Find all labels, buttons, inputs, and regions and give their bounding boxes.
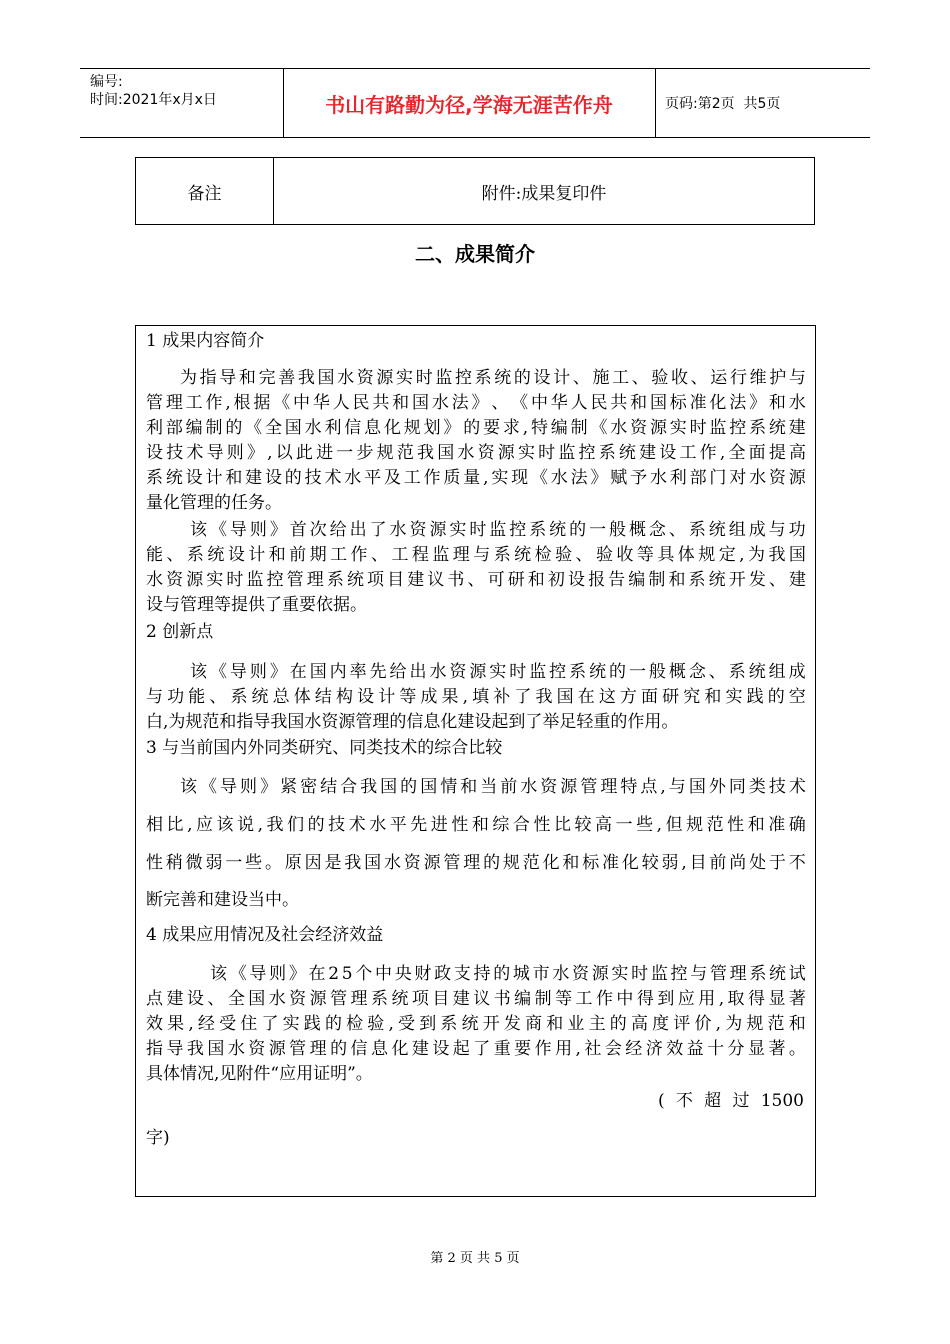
page-code xyxy=(665,69,780,137)
limit-note-char: ( xyxy=(658,1091,665,1111)
paragraph-line: 设与管理等提供了重要依据。 xyxy=(146,595,367,615)
header-divider xyxy=(655,69,656,137)
section-title: 二、成果简介 xyxy=(415,242,535,266)
limit-note-char: 不 xyxy=(675,1091,693,1111)
paragraph-line: 系 统 设 计 和 建 设 的 技 术 水 平 及 工 作 质 量 , 实 现 《 水 法 》 赋 予 水 利 部 门 对 水 资 源 xyxy=(146,468,806,488)
content-box xyxy=(135,325,816,1197)
limit-note xyxy=(658,1089,804,1113)
heading-4: 4 成果应用情况及社会经济效益 xyxy=(146,925,384,945)
number-label: 编号: xyxy=(90,74,123,90)
paragraph-line: 为 指 导 和 完 善 我 国 水 资 源 实 时 监 控 系 统 的 设 计 、 施 工 、 验 收 、 运 行 维 护 与 xyxy=(180,368,806,388)
paragraph-line: 相 比 , 应 该 说 , 我 们 的 技 术 水 平 先 进 性 和 综 合 性 比 较 高 一 些 , 但 规 范 性 和 准 确 xyxy=(146,815,806,835)
paragraph-line: 白,为规范和指导我国水资源管理的信息化建设起到了举足轻重的作用。 xyxy=(146,712,679,732)
limit-note-char: 1500 xyxy=(760,1091,804,1111)
paragraph-line: 该 《 导 则 》 在 国 内 率 先 给 出 水 资 源 实 时 监 控 系 统 的 一 般 概 念 、 系 统 组 成 xyxy=(190,662,806,682)
paragraph-line: 水 资 源 实 时 监 控 管 理 系 统 项 目 建 议 书 、 可 研 和 初 设 报 告 编 制 和 系 统 开 发 、 建 xyxy=(146,570,806,590)
paragraph-line: 能 、 系 统 设 计 和 前 期 工 作 、 工 程 监 理 与 系 统 检 验 、 验 收 等 具 体 规 定 , 为 我 国 xyxy=(146,545,806,565)
paragraph-line: 指 导 我 国 水 资 源 管 理 的 信 息 化 建 设 起 了 重 要 作 用 , 社 会 经 济 效 益 十 分 显 著 。 xyxy=(146,1039,806,1059)
paragraph-line: 效 果 , 经 受 住 了 实 践 的 检 验 , 受 到 系 统 开 发 商 和 业 主 的 高 度 评 价 , 为 规 范 和 xyxy=(146,1014,806,1034)
limit-note-end: 字) xyxy=(146,1128,170,1148)
paragraph-line: 性 稍 微 弱 一 些 。 原 因 是 我 国 水 资 源 管 理 的 规 范 化 和 标 准 化 较 弱 , 目 前 尚 处 于 不 xyxy=(146,853,806,873)
limit-note-char: 超 xyxy=(704,1091,722,1111)
page-header xyxy=(80,68,870,138)
paragraph-line: 该 《 导 则 》 在 2 5 个 中 央 财 政 支 持 的 城 市 水 资 源 实 时 监 控 与 管 理 系 统 试 xyxy=(210,964,806,984)
limit-note-char: 过 xyxy=(732,1091,750,1111)
paragraph-line: 具体情况,见附件“应用证明”。 xyxy=(146,1064,373,1084)
heading-3: 3 与当前国内外同类研究、同类技术的综合比较 xyxy=(146,738,503,758)
page-code-text: 页码:第2页 共5页 xyxy=(665,96,781,112)
heading-1: 1 成果内容简介 xyxy=(146,331,265,351)
page-footer: 第 2 页 共 5 页 xyxy=(430,1251,520,1266)
remark-label: 备注 xyxy=(187,183,222,204)
paragraph-line: 该 《 导 则 》 首 次 给 出 了 水 资 源 实 时 监 控 系 统 的 一 般 概 念 、 系 统 组 成 与 功 xyxy=(190,520,806,540)
paragraph-line: 利 部 编 制 的 《 全 国 水 利 信 息 化 规 划 》 的 要 求 , 特 编 制 《 水 资 源 实 时 监 控 系 统 建 xyxy=(146,418,806,438)
remark-value: 附件:成果复印件 xyxy=(481,183,607,204)
paragraph-line: 与 功 能 、 系 统 总 体 结 构 设 计 等 成 果 , 填 补 了 我 国 在 这 方 面 研 究 和 实 践 的 空 xyxy=(146,687,806,707)
time-label: 时间:2021年x月x日 xyxy=(90,92,217,108)
heading-2: 2 创新点 xyxy=(146,622,214,642)
paragraph-line: 管 理 工 作 , 根 据 《 中 华 人 民 共 和 国 水 法 》 、 《 中 华 人 民 共 和 国 标 准 化 法 》 和 水 xyxy=(146,393,806,413)
paragraph-line: 断完善和建设当中。 xyxy=(146,890,299,910)
paragraph-line: 该 《 导 则 》 紧 密 结 合 我 国 的 国 情 和 当 前 水 资 源 管 理 特 点 , 与 国 外 同 类 技 术 xyxy=(180,777,806,797)
remark-table xyxy=(135,157,815,225)
paragraph-line: 点 建 设 、 全 国 水 资 源 管 理 系 统 项 目 建 议 书 编 制 等 工 作 中 得 到 应 用 , 取 得 显 著 xyxy=(146,989,806,1009)
header-motto: 书山有路勤为径,学海无涯苦作舟 xyxy=(325,92,613,117)
paragraph-line: 量化管理的任务。 xyxy=(146,493,282,513)
header-meta xyxy=(90,73,217,109)
paragraph-line: 设 技 术 导 则 》 , 以 此 进 一 步 规 范 我 国 水 资 源 实 时 监 控 系 统 建 设 工 作 , 全 面 提 高 xyxy=(146,443,806,463)
